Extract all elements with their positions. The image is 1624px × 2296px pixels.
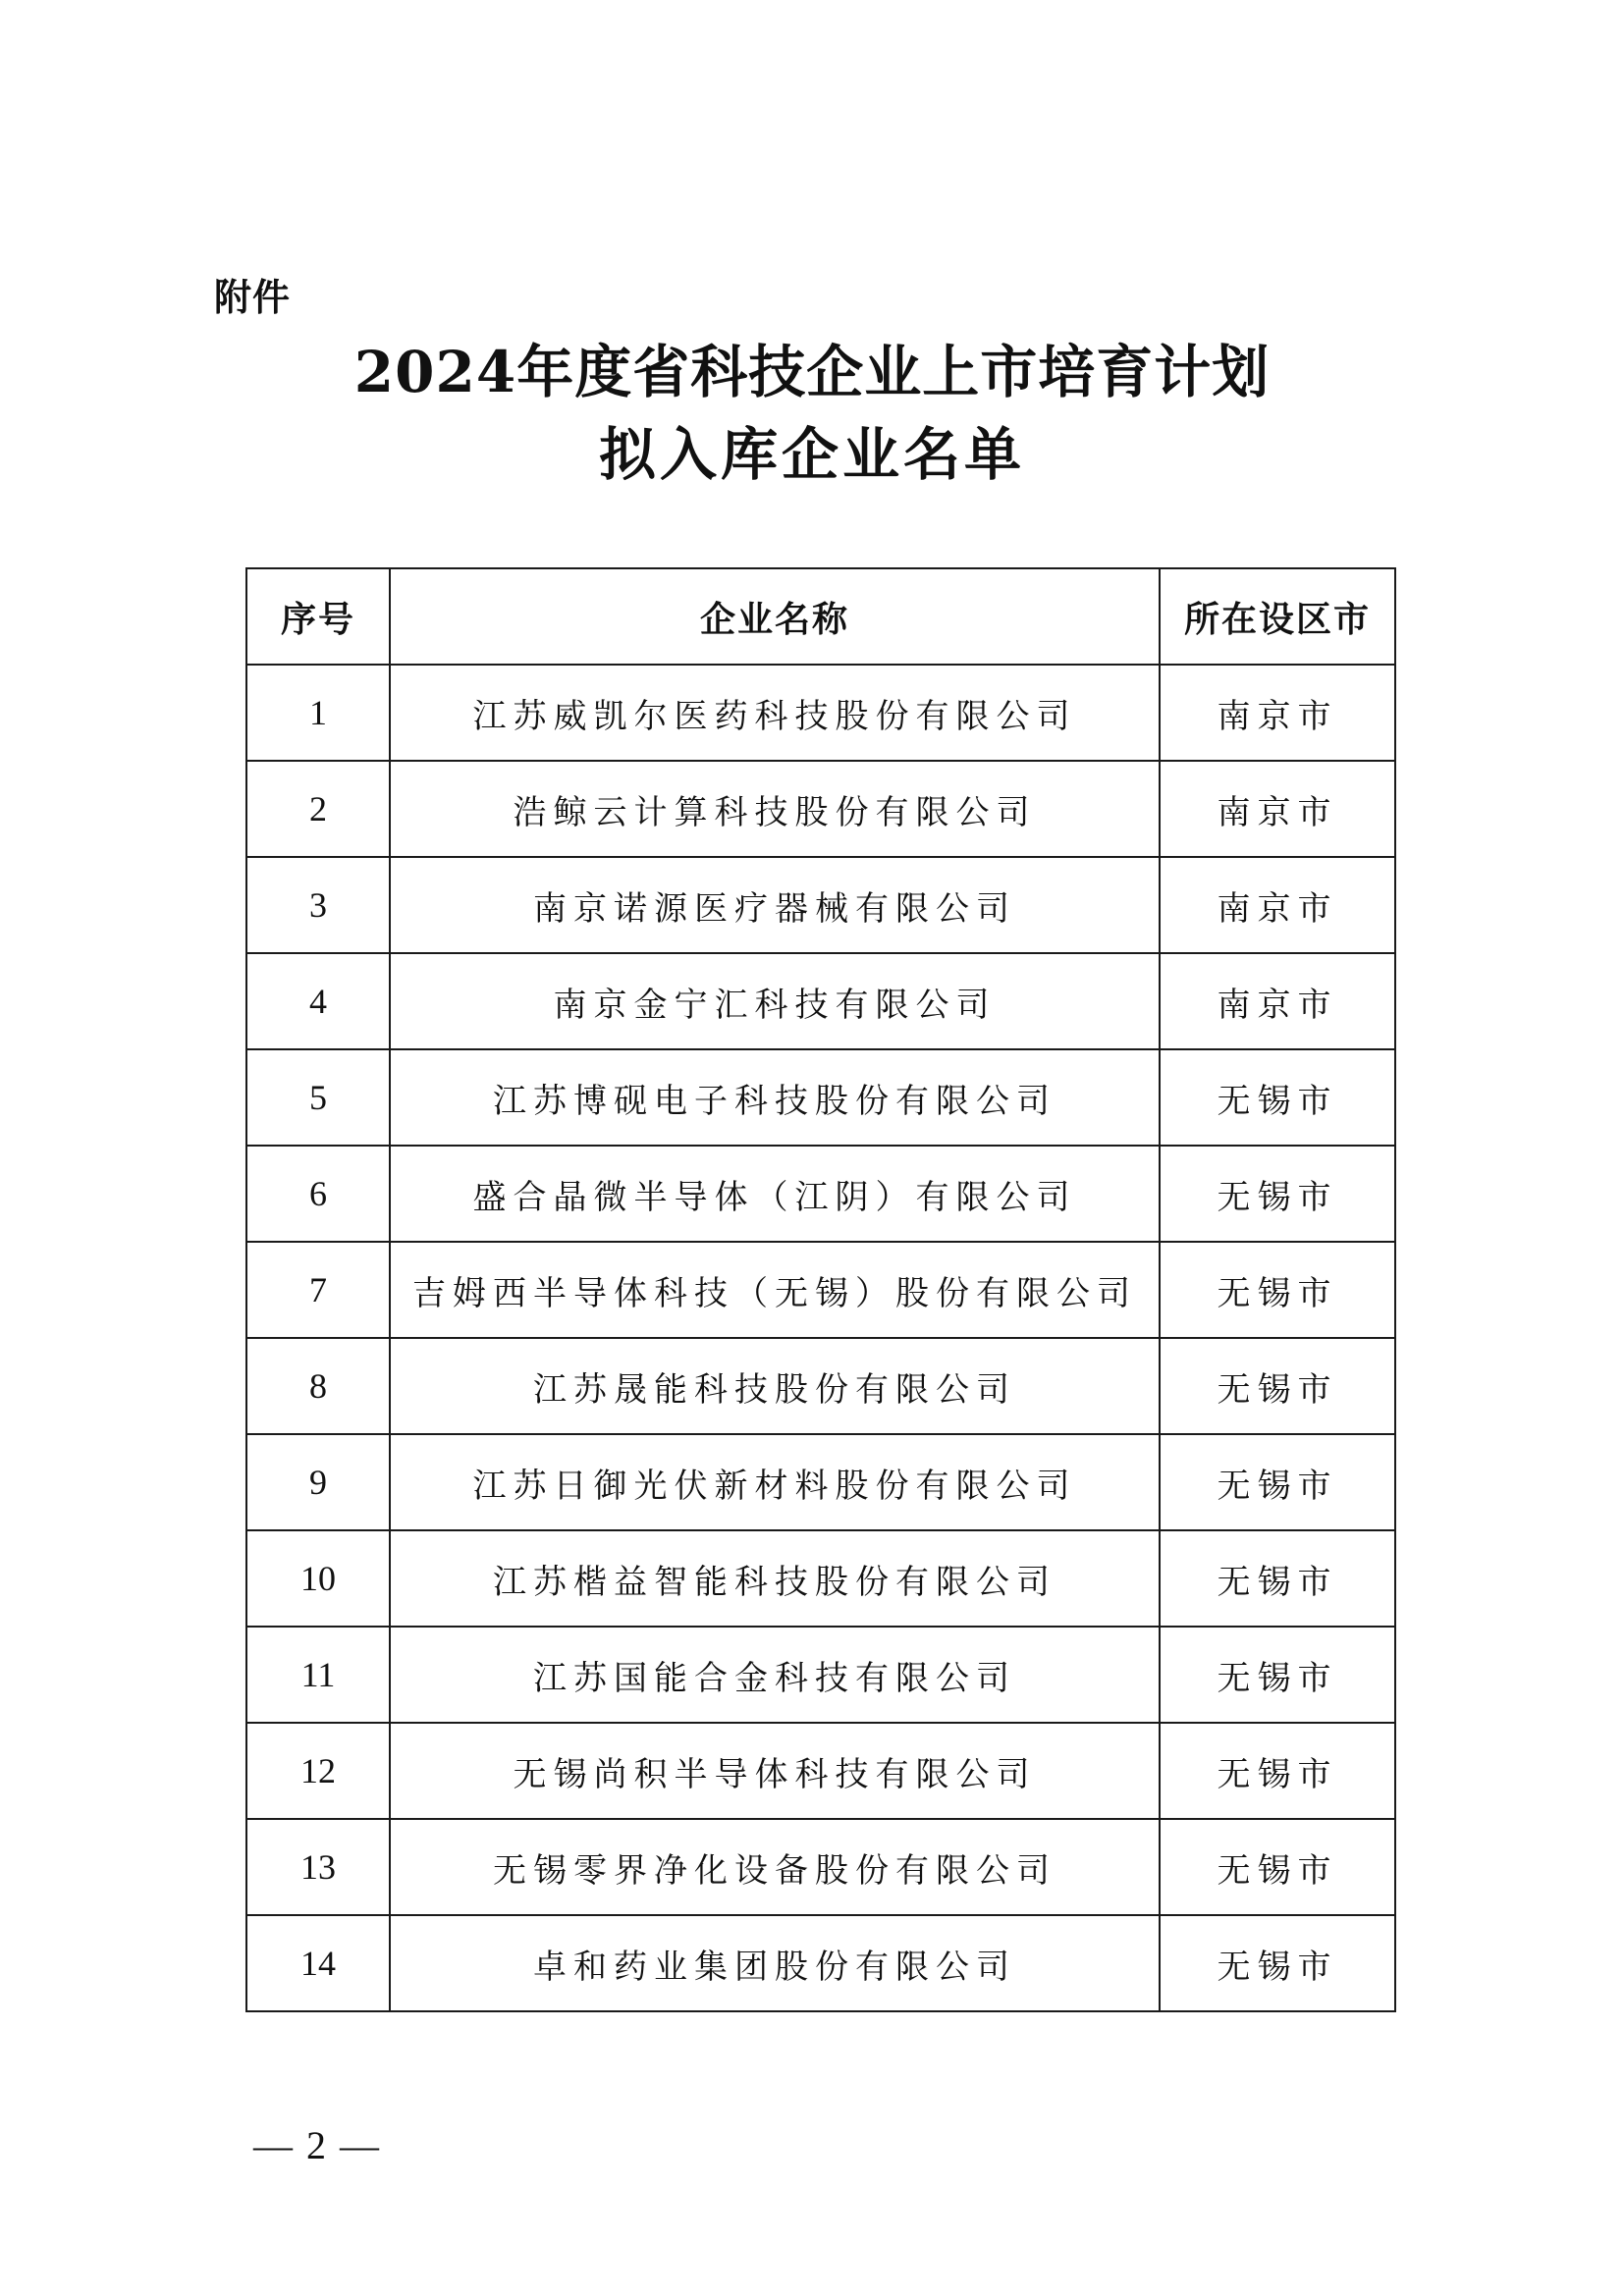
table-row — [246, 1915, 1395, 2011]
company-name-cell: 江苏晟能科技股份有限公司 — [390, 1338, 1160, 1434]
serial-number-cell: 2 — [246, 761, 390, 857]
city-cell: 南京市 — [1160, 953, 1395, 1049]
city-cell: 南京市 — [1160, 761, 1395, 857]
serial-number-cell: 13 — [246, 1819, 390, 1915]
serial-number-cell: 7 — [246, 1242, 390, 1338]
company-name-cell: 无锡尚积半导体科技有限公司 — [390, 1723, 1160, 1819]
header-company-name: 企业名称 — [390, 568, 1160, 665]
company-name-cell: 浩鲸云计算科技股份有限公司 — [390, 761, 1160, 857]
company-name-cell: 无锡零界净化设备股份有限公司 — [390, 1819, 1160, 1915]
city-cell: 无锡市 — [1160, 1530, 1395, 1627]
city-cell: 无锡市 — [1160, 1338, 1395, 1434]
serial-number-cell: 10 — [246, 1530, 390, 1627]
serial-number-cell: 1 — [246, 665, 390, 761]
table-row — [246, 1819, 1395, 1915]
table-header-row — [246, 568, 1395, 665]
table-row — [246, 1146, 1395, 1242]
serial-number-cell: 14 — [246, 1915, 390, 2011]
city-cell: 无锡市 — [1160, 1146, 1395, 1242]
company-name-cell: 南京金宁汇科技有限公司 — [390, 953, 1160, 1049]
company-name-cell: 江苏国能合金科技有限公司 — [390, 1627, 1160, 1723]
serial-number-cell: 9 — [246, 1434, 390, 1530]
header-city: 所在设区市 — [1160, 568, 1395, 665]
table-row — [246, 857, 1395, 953]
table-row — [246, 761, 1395, 857]
table-row — [246, 1049, 1395, 1146]
serial-number-cell: 5 — [246, 1049, 390, 1146]
table-row — [246, 1434, 1395, 1530]
table-row — [246, 1723, 1395, 1819]
company-name-cell: 江苏威凯尔医药科技股份有限公司 — [390, 665, 1160, 761]
serial-number-cell: 6 — [246, 1146, 390, 1242]
document-title-line1: 2024年度省科技企业上市培育计划 — [353, 339, 1271, 405]
table-row — [246, 1530, 1395, 1627]
company-name-cell: 江苏博砚电子科技股份有限公司 — [390, 1049, 1160, 1146]
company-name-cell: 吉姆西半导体科技（无锡）股份有限公司 — [390, 1242, 1160, 1338]
header-serial-number: 序号 — [246, 568, 390, 665]
city-cell: 无锡市 — [1160, 1434, 1395, 1530]
table-row — [246, 1338, 1395, 1434]
table-row — [246, 665, 1395, 761]
serial-number-cell: 11 — [246, 1627, 390, 1723]
serial-number-cell: 8 — [246, 1338, 390, 1434]
company-list-table — [245, 567, 1396, 2012]
company-name-cell: 江苏楷益智能科技股份有限公司 — [390, 1530, 1160, 1627]
city-cell: 南京市 — [1160, 665, 1395, 761]
document-title-line2: 拟入库企业名单 — [598, 421, 1025, 488]
company-name-cell: 江苏日御光伏新材料股份有限公司 — [390, 1434, 1160, 1530]
city-cell: 南京市 — [1160, 857, 1395, 953]
company-name-cell: 南京诺源医疗器械有限公司 — [390, 857, 1160, 953]
table-body — [246, 665, 1395, 2011]
city-cell: 无锡市 — [1160, 1049, 1395, 1146]
table-row — [246, 1242, 1395, 1338]
serial-number-cell: 4 — [246, 953, 390, 1049]
serial-number-cell: 3 — [246, 857, 390, 953]
city-cell: 无锡市 — [1160, 1915, 1395, 2011]
table-row — [246, 1627, 1395, 1723]
company-name-cell: 卓和药业集团股份有限公司 — [390, 1915, 1160, 2011]
page-number: — 2 — — [253, 2123, 381, 2167]
city-cell: 无锡市 — [1160, 1723, 1395, 1819]
attachment-label: 附件 — [214, 276, 292, 319]
company-name-cell: 盛合晶微半导体（江阴）有限公司 — [390, 1146, 1160, 1242]
table-row — [246, 953, 1395, 1049]
serial-number-cell: 12 — [246, 1723, 390, 1819]
city-cell: 无锡市 — [1160, 1242, 1395, 1338]
city-cell: 无锡市 — [1160, 1819, 1395, 1915]
city-cell: 无锡市 — [1160, 1627, 1395, 1723]
